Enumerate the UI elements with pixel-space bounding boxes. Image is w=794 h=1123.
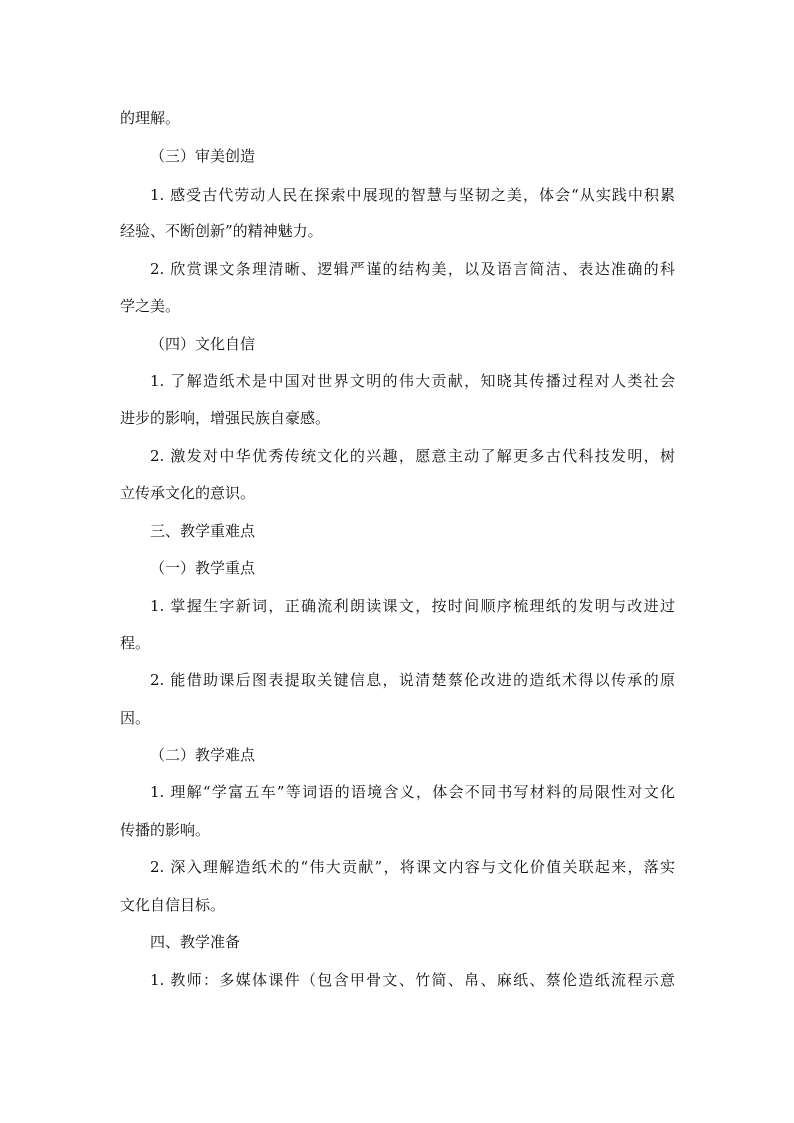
paragraph-line: 1. 教师：多媒体课件（包含甲骨文、竹简、帛、麻纸、蔡伦造纸流程示意 <box>150 971 675 989</box>
paragraph-line: 1. 了解造纸术是中国对世界文明的伟大贡献，知晓其传播过程对人类社会 <box>150 372 675 390</box>
section-heading: （四）文化自信 <box>150 335 256 353</box>
paragraph-line: 2. 欣赏课文条理清晰、逻辑严谨的结构美，以及语言简洁、表达准确的科 <box>150 260 675 278</box>
paragraph-line: 因。 <box>120 709 151 727</box>
paragraph-line: 2. 深入理解造纸术的“伟大贡献”，将课文内容与文化价值关联起来，落实 <box>150 858 675 876</box>
paragraph-line: 1. 感受古代劳动人民在探索中展现的智慧与坚韧之美，体会“从实践中积累 <box>150 186 675 204</box>
section-heading: 三、教学重难点 <box>150 522 256 540</box>
section-heading: 四、教学准备 <box>150 933 241 951</box>
paragraph-line: 文化自信目标。 <box>120 896 226 914</box>
paragraph-line: 2. 能借助课后图表提取关键信息，说清楚蔡伦改进的造纸术得以传承的原 <box>150 671 675 689</box>
paragraph-line: 学之美。 <box>120 297 181 315</box>
paragraph-line: 立传承文化的意识。 <box>120 484 256 502</box>
paragraph-line: 传播的影响。 <box>120 821 211 839</box>
paragraph-line: 的理解。 <box>120 109 181 127</box>
paragraph-line: 1. 掌握生字新词，正确流利朗读课文，按时间顺序梳理纸的发明与改进过 <box>150 597 675 615</box>
section-heading: （三）审美创造 <box>150 147 256 165</box>
paragraph-line: 2. 激发对中华优秀传统文化的兴趣，愿意主动了解更多古代科技发明，树 <box>150 447 675 465</box>
paragraph-line: 经验、不断创新”的精神魅力。 <box>120 222 323 240</box>
paragraph-line: 1. 理解“学富五车”等词语的语境含义，体会不同书写材料的局限性对文化 <box>150 783 675 801</box>
paragraph-line: 程。 <box>120 634 151 652</box>
paragraph-line: 进步的影响，增强民族自豪感。 <box>120 409 331 427</box>
section-heading: （一）教学重点 <box>150 559 256 577</box>
section-heading: （二）教学难点 <box>150 746 256 764</box>
